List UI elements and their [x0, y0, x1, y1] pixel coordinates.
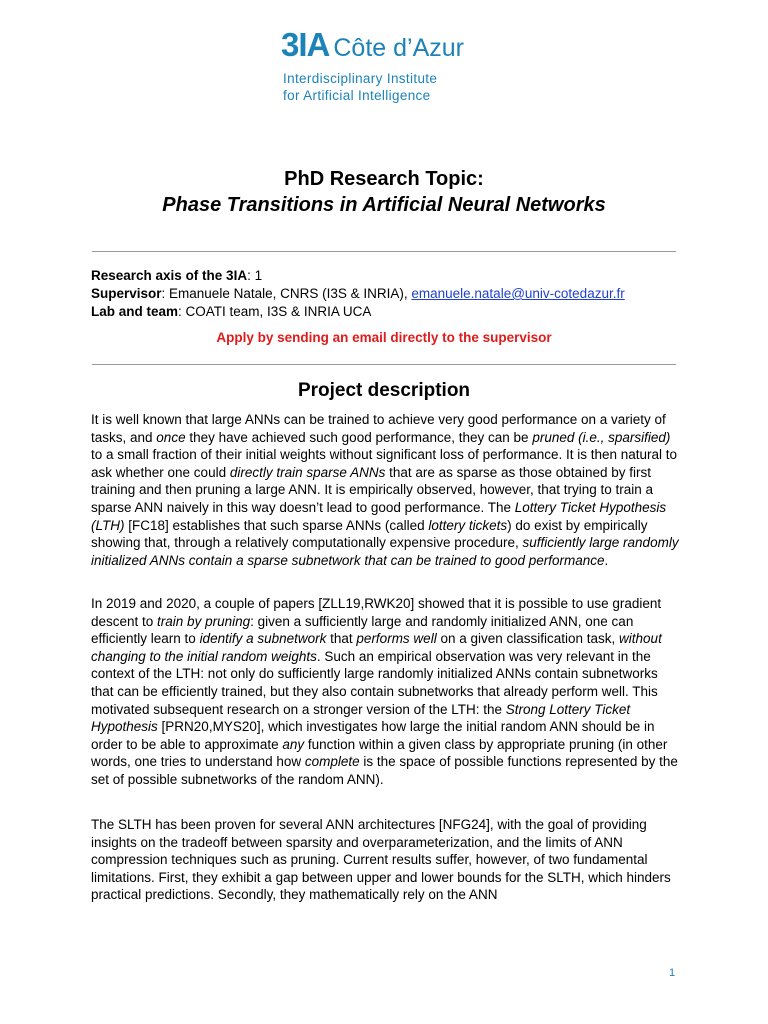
emphasis-text: train by pruning — [157, 613, 251, 629]
logo-location: Côte d’Azur — [333, 34, 464, 62]
body-text: they have achieved such good performance, they can be — [185, 429, 533, 445]
body-text: on a given classification task, — [436, 631, 620, 647]
logo-brand: 3IA — [281, 26, 330, 63]
lab-team-label: Lab and team — [91, 304, 179, 319]
emphasis-text: Strong Lottery Ticket Hypothesis — [91, 701, 631, 735]
supervisor-value: : Emanuele Natale, CNRS (I3S & INRIA), — [161, 286, 412, 301]
page-title: PhD Research Topic: — [284, 168, 484, 190]
emphasis-text: lottery tickets — [428, 517, 508, 533]
paragraph-2 — [91, 595, 681, 789]
emphasis-text: once — [156, 429, 186, 445]
research-axis-value: : 1 — [247, 268, 263, 283]
body-text: to a small fraction of their initial weights without significant loss of performance. It is then natural to ask whether one could — [91, 447, 678, 480]
paragraph-1 — [91, 411, 681, 569]
body-text: The SLTH has been proven for several ANN architectures [NFG24], with the goal of providing insights on the tradeoff between sparsity and overparameterization, and the limits of ANN compression techniques such as pruning. Current results suffer, however, of two fundamental limitations. First, they exhibit a gap between upper and lower bounds for the SLTH, which hinders practical predictions. Secondly, they mathematically rely on the ANN — [91, 817, 671, 903]
logo-subtitle-line2: for Artificial Intelligence — [283, 88, 431, 103]
topic-title: Phase Transitions in Artificial Neural Networks — [162, 194, 606, 216]
emphasis-text: pruned (i.e., sparsified) — [532, 429, 671, 445]
logo-wordmark — [281, 26, 464, 64]
apply-note: Apply by sending an email directly to the supervisor — [216, 330, 552, 345]
body-text: : given a sufficiently large and randomly initialized ANN, one can efficiently learn to — [91, 613, 634, 647]
emphasis-text: performs well — [356, 631, 437, 647]
emphasis-text: directly train sparse ANNs — [229, 464, 386, 480]
body-text: is the space of possible functions represented by the set of possible subnetworks of the random ANN). — [91, 754, 678, 787]
body-text: [PRN20,MYS20], which investigates how large the initial random ANN should be in order to be able to approximate — [91, 719, 655, 752]
lab-team-line — [91, 303, 371, 321]
emphasis-text: complete — [304, 754, 360, 770]
supervisor-line — [91, 285, 625, 303]
body-text: It is well known that large ANNs can be trained to achieve very good performance on a variety of tasks, and — [91, 412, 666, 445]
body-text: . — [604, 552, 609, 568]
logo-subtitle — [283, 70, 437, 104]
research-axis-line — [91, 267, 262, 285]
body-text: In 2019 and 2020, a couple of papers [ZLL19,RWK20] showed that it is possible to use gradient descent to — [91, 596, 662, 629]
body-text: function within a given class by appropriate pruning (in other words, one tries to understand how — [91, 736, 668, 770]
emphasis-text: Lottery Ticket Hypothesis (LTH) — [91, 499, 667, 533]
research-axis-label: Research axis of the 3IA — [91, 268, 248, 283]
body-text: [FC18] establishes that such sparse ANNs (called — [124, 517, 429, 533]
institute-logo — [281, 26, 491, 106]
logo-subtitle-line1: Interdisciplinary Institute — [283, 71, 438, 86]
emphasis-text: any — [282, 736, 305, 752]
section-heading: Project description — [297, 380, 471, 401]
emphasis-text: without changing to the initial random weights — [91, 631, 662, 664]
paragraph-3 — [91, 816, 681, 904]
body-text: . Such an empirical observation was very relevant in the context of the LTH: not only do sufficiently large randomly initialized ANNs contain subnetworks that can be efficiently trained, but they also contain subnetworks that already perform well. This motivated subsequent research on a stronger version of the LTH: the — [91, 648, 658, 717]
lab-team-value: : COATI team, I3S & INRIA UCA — [178, 304, 372, 319]
supervisor-email-link[interactable]: emanuele.natale@univ-cotedazur.fr — [411, 286, 625, 301]
divider-top — [92, 251, 676, 252]
body-text: that — [326, 631, 357, 647]
divider-bottom — [92, 364, 676, 365]
emphasis-text: identify a subnetwork — [199, 631, 327, 647]
page-number: 1 — [669, 967, 676, 979]
supervisor-label: Supervisor — [91, 286, 162, 301]
body-text: that are as sparse as those obtained by first training and then pruning a large ANN. It is empirically observed, however, that trying to train a sparse ANN naively in this way doesn’t lead to good performance. The — [91, 464, 654, 515]
body-text: ) do exist by empirically showing that, through a relatively computationally expensive procedure, — [91, 517, 648, 551]
emphasis-text: sufficiently large randomly initialized ANNs contain a sparse subnetwork that can be trained to good performance — [91, 535, 679, 568]
